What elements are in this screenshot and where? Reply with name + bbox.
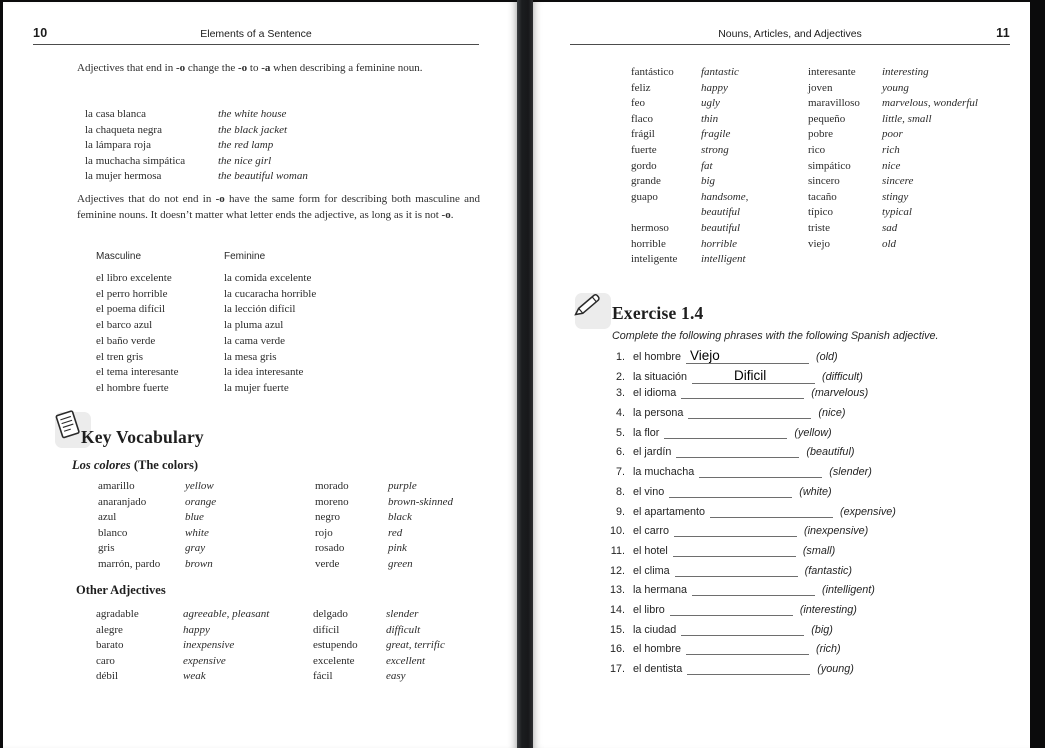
spanish-term: fuerte — [631, 143, 657, 156]
item-phrase: el hotel — [633, 544, 668, 557]
item-number: 14. — [609, 603, 625, 616]
item-phrase: el carro — [633, 525, 670, 538]
spanish-term: la chaqueta negra — [85, 123, 162, 136]
item-phrase: el clima — [633, 564, 670, 577]
spanish-term: delgado — [313, 608, 348, 620]
english-translation: strong — [701, 143, 729, 156]
spanish-term: azul — [98, 511, 117, 523]
paragraph-text-run: when describing a feminine noun. — [270, 62, 423, 74]
english-translation: beautiful — [701, 221, 741, 234]
english-translation: thin — [701, 112, 719, 125]
spanish-term: simpático — [808, 159, 851, 172]
item-number: 17. — [609, 663, 625, 675]
english-translation: sad — [882, 221, 898, 234]
english-translation: yellow — [185, 480, 214, 492]
english-translation: beautiful — [701, 206, 741, 219]
english-translation: rich — [882, 143, 900, 156]
item-hint: (small) — [802, 544, 836, 557]
english-translation: difficult — [386, 623, 421, 636]
paragraph-text-run: have the same form for describing both masculine and feminine nouns. It doesn’t matter what letter ends the adjective, as long as it is not — [77, 193, 481, 221]
item-number: 9. — [615, 505, 625, 518]
item-number: 5. — [615, 426, 625, 439]
exercise-item — [607, 427, 896, 447]
book-gutter — [517, 0, 533, 748]
item-number: 3. — [615, 387, 625, 400]
spanish-term: el poema difícil — [96, 303, 166, 316]
english-translation: old — [882, 237, 897, 250]
english-translation: orange — [185, 495, 217, 508]
spanish-term: la lámpara roja — [85, 139, 151, 151]
spanish-term: tacaño — [808, 190, 837, 203]
spanish-term: gordo — [631, 159, 657, 172]
spanish-term: flaco — [631, 112, 653, 125]
spanish-term: negro — [315, 511, 341, 523]
english-translation — [882, 252, 1009, 268]
english-translation: young — [882, 81, 909, 94]
english-translation: happy — [701, 81, 728, 94]
exercise-icon-box — [575, 293, 611, 329]
vocab-row — [96, 381, 316, 397]
typed-answer: Dificil — [734, 367, 767, 383]
vocab-row — [85, 169, 308, 185]
gender-comparison-table — [96, 271, 316, 397]
answer-field[interactable] — [687, 673, 810, 675]
english-translation: weak — [183, 670, 206, 682]
english-translation: sincere — [882, 175, 914, 188]
english-translation: pink — [388, 542, 407, 554]
exercise-item — [607, 663, 896, 683]
vocab-row — [96, 365, 316, 381]
item-phrase: el hombre — [633, 351, 682, 363]
spanish-term: rico — [808, 143, 826, 156]
spanish-term: difícil — [313, 623, 340, 636]
english-translation: fragile — [701, 128, 731, 141]
exercise-item — [607, 604, 896, 624]
english-translation: fat — [701, 159, 713, 172]
item-number: 10. — [609, 525, 625, 538]
spanish-term: joven — [808, 81, 833, 94]
bold-ending-text: -o — [215, 193, 225, 205]
item-hint: (nice) — [818, 407, 846, 420]
spanish-term: la mujer hermosa — [85, 170, 162, 182]
answer-field[interactable] — [686, 653, 809, 655]
english-translation: slender — [386, 608, 419, 620]
paragraph-text-run: Adjectives that do not end in — [77, 193, 216, 205]
adjectives-vocab-table — [631, 65, 1009, 268]
item-phrase: la persona — [633, 407, 684, 420]
spanish-term: agradable — [96, 608, 139, 620]
answer-field[interactable] — [664, 437, 787, 439]
spanish-term: fácil — [313, 670, 333, 682]
item-hint: (inexpensive) — [804, 525, 869, 538]
item-number: 4. — [615, 407, 625, 420]
english-translation: blue — [185, 511, 204, 523]
english-translation: big — [701, 175, 716, 188]
spanish-term: pequeño — [808, 112, 846, 125]
item-number: 16. — [609, 643, 625, 656]
answer-field[interactable] — [688, 417, 811, 419]
spanish-term: frágil — [631, 128, 655, 141]
spanish-term: feliz — [631, 81, 651, 94]
spanish-term: excelente — [313, 654, 355, 667]
item-phrase: la muchacha — [633, 466, 695, 479]
spanish-term — [808, 252, 882, 268]
spanish-term: el barco azul — [96, 319, 153, 332]
vocab-row — [96, 350, 316, 366]
item-number: 2. — [615, 370, 625, 383]
vocab-row — [96, 271, 316, 287]
english-translation: the nice girl — [218, 154, 272, 167]
item-hint: (difficult) — [822, 370, 863, 383]
answer-field[interactable] — [681, 634, 804, 636]
running-header-right — [570, 24, 1010, 45]
answer-field[interactable] — [692, 368, 815, 384]
item-number: 7. — [615, 466, 625, 479]
item-hint: (rich) — [816, 643, 841, 656]
answer-field[interactable] — [710, 516, 833, 518]
running-header-left — [33, 24, 479, 45]
vocab-row — [85, 138, 308, 154]
bold-ending-text: -a — [261, 62, 271, 74]
item-phrase: el hombre — [633, 643, 682, 656]
spanish-term: caro — [96, 654, 115, 667]
item-phrase: el vino — [633, 485, 665, 498]
spanish-term: anaranjado — [98, 495, 147, 508]
english-translation: la mujer fuerte — [224, 381, 289, 394]
english-translation: ugly — [701, 97, 720, 110]
item-number: 6. — [615, 446, 625, 459]
english-translation: easy — [386, 670, 406, 682]
english-translation: black — [388, 511, 412, 523]
spanish-term: gris — [98, 542, 115, 554]
english-translation: white — [185, 526, 209, 539]
item-hint: (young) — [817, 663, 854, 675]
item-phrase: el dentista — [633, 663, 683, 675]
english-translation: great, terrific — [386, 639, 445, 651]
vocab-row — [96, 318, 316, 334]
paragraph-text-run: to — [247, 62, 262, 74]
vocab-row — [85, 123, 308, 139]
vocab-row — [85, 107, 308, 123]
english-translation: purple — [388, 480, 417, 492]
answer-field[interactable] — [681, 397, 804, 399]
english-translation: brown — [185, 557, 213, 570]
english-translation: inexpensive — [183, 639, 235, 651]
spanish-term: típico — [808, 206, 834, 219]
spanish-term: grande — [631, 175, 661, 188]
spanish-term: morado — [315, 480, 349, 492]
exercise-item — [607, 387, 896, 407]
masculine-column-header: Masculine — [96, 251, 142, 262]
other-adjectives-subheading: Other Adjectives — [76, 583, 166, 597]
page-number-left: 10 — [33, 26, 48, 40]
item-number: 1. — [615, 351, 625, 363]
colors-subheading — [72, 458, 198, 473]
spanish-term: marrón, pardo — [98, 557, 161, 570]
exercise-item — [607, 407, 896, 427]
vocab-row — [96, 287, 316, 303]
spanish-term: maravilloso — [808, 97, 860, 110]
english-translation: interesting — [882, 66, 929, 78]
exercise-items-list — [607, 348, 896, 683]
paragraph-text-run: change the — [185, 62, 238, 74]
exercise-item — [607, 525, 896, 545]
item-number: 15. — [609, 623, 625, 636]
english-translation: la idea interesante — [224, 366, 304, 379]
item-hint: (yellow) — [794, 426, 832, 439]
running-title-right: Nouns, Articles, and Adjectives — [718, 28, 862, 40]
english-translation: gray — [185, 542, 206, 554]
item-hint: (expensive) — [840, 505, 896, 518]
spanish-term: rosado — [315, 542, 345, 554]
spanish-term: fantástico — [631, 66, 674, 78]
feminine-column-header: Feminine — [224, 251, 266, 262]
english-translation: green — [388, 557, 413, 570]
english-translation: stingy — [882, 190, 909, 203]
paragraph-text-run: Adjectives that end in — [77, 62, 176, 74]
vocab-row — [96, 302, 316, 318]
answer-field[interactable] — [686, 348, 809, 364]
spanish-term: blanco — [98, 526, 128, 539]
spanish-term: alegre — [96, 623, 123, 636]
item-number: 11. — [610, 544, 625, 557]
other-adjectives-vocab-table — [96, 607, 468, 685]
exercise-instruction: Complete the following phrases with the following Spanish adjective. — [612, 330, 939, 342]
english-translation: excellent — [386, 654, 426, 667]
typed-answer: Viejo — [690, 348, 720, 363]
spanish-term: estupendo — [313, 639, 358, 651]
english-translation: la mesa gris — [224, 350, 277, 363]
english-translation: agreeable, pleasant — [183, 608, 270, 620]
spanish-term: verde — [315, 557, 340, 570]
page-right — [533, 2, 1030, 748]
answer-field[interactable] — [670, 614, 793, 616]
spanish-term: rojo — [315, 526, 333, 539]
english-translation: la lección difícil — [224, 303, 296, 316]
item-hint: (slender) — [829, 466, 872, 479]
intro-paragraph — [77, 61, 479, 77]
exercise-item — [607, 545, 896, 565]
english-translation: fantastic — [701, 66, 739, 78]
english-translation: the red lamp — [218, 139, 274, 151]
item-phrase: la flor — [633, 426, 660, 439]
exercise-item — [607, 624, 896, 644]
exercise-item — [607, 368, 896, 388]
spanish-term: el perro horrible — [96, 287, 168, 300]
spanish-term: inteligente — [631, 253, 678, 266]
spanish-term: pobre — [808, 128, 834, 141]
answer-field[interactable] — [675, 575, 798, 577]
spanish-term: moreno — [315, 495, 349, 508]
english-translation: la cama verde — [224, 334, 286, 347]
spanish-term: feo — [631, 97, 646, 110]
colors-vocab-table — [98, 479, 470, 572]
running-title-left: Elements of a Sentence — [200, 28, 312, 40]
spanish-term: horrible — [631, 237, 666, 250]
spanish-term: la muchacha simpática — [85, 154, 186, 167]
english-translation: the beautiful woman — [218, 170, 308, 182]
bold-ending-text: -o — [441, 208, 451, 221]
exercise-item — [607, 565, 896, 585]
bold-ending-text: -o — [238, 62, 248, 74]
colors-subheading-spanish: Los colores — [72, 458, 131, 472]
spanish-term: el libro excelente — [96, 272, 172, 284]
item-phrase: la hermana — [633, 584, 688, 597]
english-translation: red — [388, 526, 403, 539]
english-translation: typical — [882, 206, 912, 219]
spanish-term: el baño verde — [96, 334, 156, 347]
answer-field[interactable] — [674, 535, 797, 537]
item-hint: (big) — [811, 623, 833, 636]
item-hint: (fantastic) — [804, 564, 853, 577]
exercise-item — [607, 584, 896, 604]
second-paragraph — [77, 192, 480, 223]
item-hint: (white) — [799, 485, 832, 498]
spanish-term: interesante — [808, 66, 856, 78]
exercise-item — [607, 446, 896, 466]
spanish-term: el tren gris — [96, 350, 144, 363]
english-translation: horrible — [701, 237, 738, 250]
bold-ending-text: -o — [175, 62, 186, 74]
spanish-term: la casa blanca — [85, 108, 147, 120]
spanish-term: el hombre fuerte — [96, 381, 169, 394]
answer-field[interactable] — [673, 555, 796, 557]
english-translation: brown-skinned — [388, 495, 453, 508]
english-translation: happy — [183, 623, 210, 636]
feminine-examples-list — [85, 107, 308, 185]
answer-field[interactable] — [676, 456, 799, 458]
item-phrase: el idioma — [633, 387, 677, 400]
english-translation: nice — [882, 159, 901, 172]
english-translation: little, small — [882, 112, 932, 125]
item-hint: (interesting) — [799, 603, 857, 616]
item-number: 8. — [615, 485, 625, 498]
english-translation: the black jacket — [218, 123, 288, 136]
item-phrase: el apartamento — [633, 505, 706, 518]
item-phrase: el libro — [633, 603, 665, 616]
english-translation: marvelous, wonderful — [882, 97, 978, 110]
item-hint: (beautiful) — [806, 446, 855, 459]
exercise-item — [607, 506, 896, 526]
exercise-item — [607, 348, 896, 368]
spanish-term: hermoso — [631, 221, 669, 234]
spanish-term: amarillo — [98, 480, 135, 492]
spanish-term: barato — [96, 639, 124, 651]
colors-subheading-english: (The colors) — [130, 458, 199, 472]
exercise-item — [607, 643, 896, 663]
item-hint: (marvelous) — [811, 387, 869, 400]
vocab-row — [96, 334, 316, 350]
key-vocabulary-title: Key Vocabulary — [81, 427, 204, 447]
paragraph-text-run: . — [450, 208, 454, 221]
english-translation: intelligent — [701, 253, 746, 266]
item-phrase: la situación — [633, 370, 688, 383]
exercise-item — [607, 486, 896, 506]
spanish-term — [631, 205, 701, 221]
spanish-term: viejo — [808, 237, 830, 250]
item-phrase: el jardín — [633, 446, 672, 459]
english-translation: handsome, — [701, 190, 749, 203]
english-translation: la comida excelente — [224, 272, 312, 284]
answer-field[interactable] — [669, 496, 792, 498]
pencil-icon — [567, 285, 607, 325]
vocab-row — [85, 154, 308, 170]
page-number-right: 11 — [996, 26, 1010, 40]
english-translation: expensive — [183, 654, 226, 667]
spanish-term: guapo — [631, 190, 658, 203]
english-translation: la pluma azul — [224, 319, 284, 332]
page-left — [3, 2, 517, 748]
answer-field[interactable] — [699, 476, 822, 478]
item-number: 13. — [609, 584, 625, 597]
english-translation: the white house — [218, 108, 287, 120]
item-phrase: la ciudad — [633, 623, 677, 636]
spanish-term: sincero — [808, 175, 840, 188]
item-number: 12. — [609, 564, 625, 577]
spanish-term: el tema interesante — [96, 366, 179, 379]
spanish-term: triste — [808, 221, 830, 234]
spanish-term: débil — [96, 670, 118, 682]
exercise-item — [607, 466, 896, 486]
english-translation: la cucaracha horrible — [224, 287, 317, 300]
item-hint: (intelligent) — [822, 584, 875, 597]
exercise-title: Exercise 1.4 — [612, 303, 704, 323]
answer-field[interactable] — [692, 594, 815, 596]
english-translation: poor — [882, 128, 903, 141]
item-hint: (old) — [816, 351, 838, 363]
